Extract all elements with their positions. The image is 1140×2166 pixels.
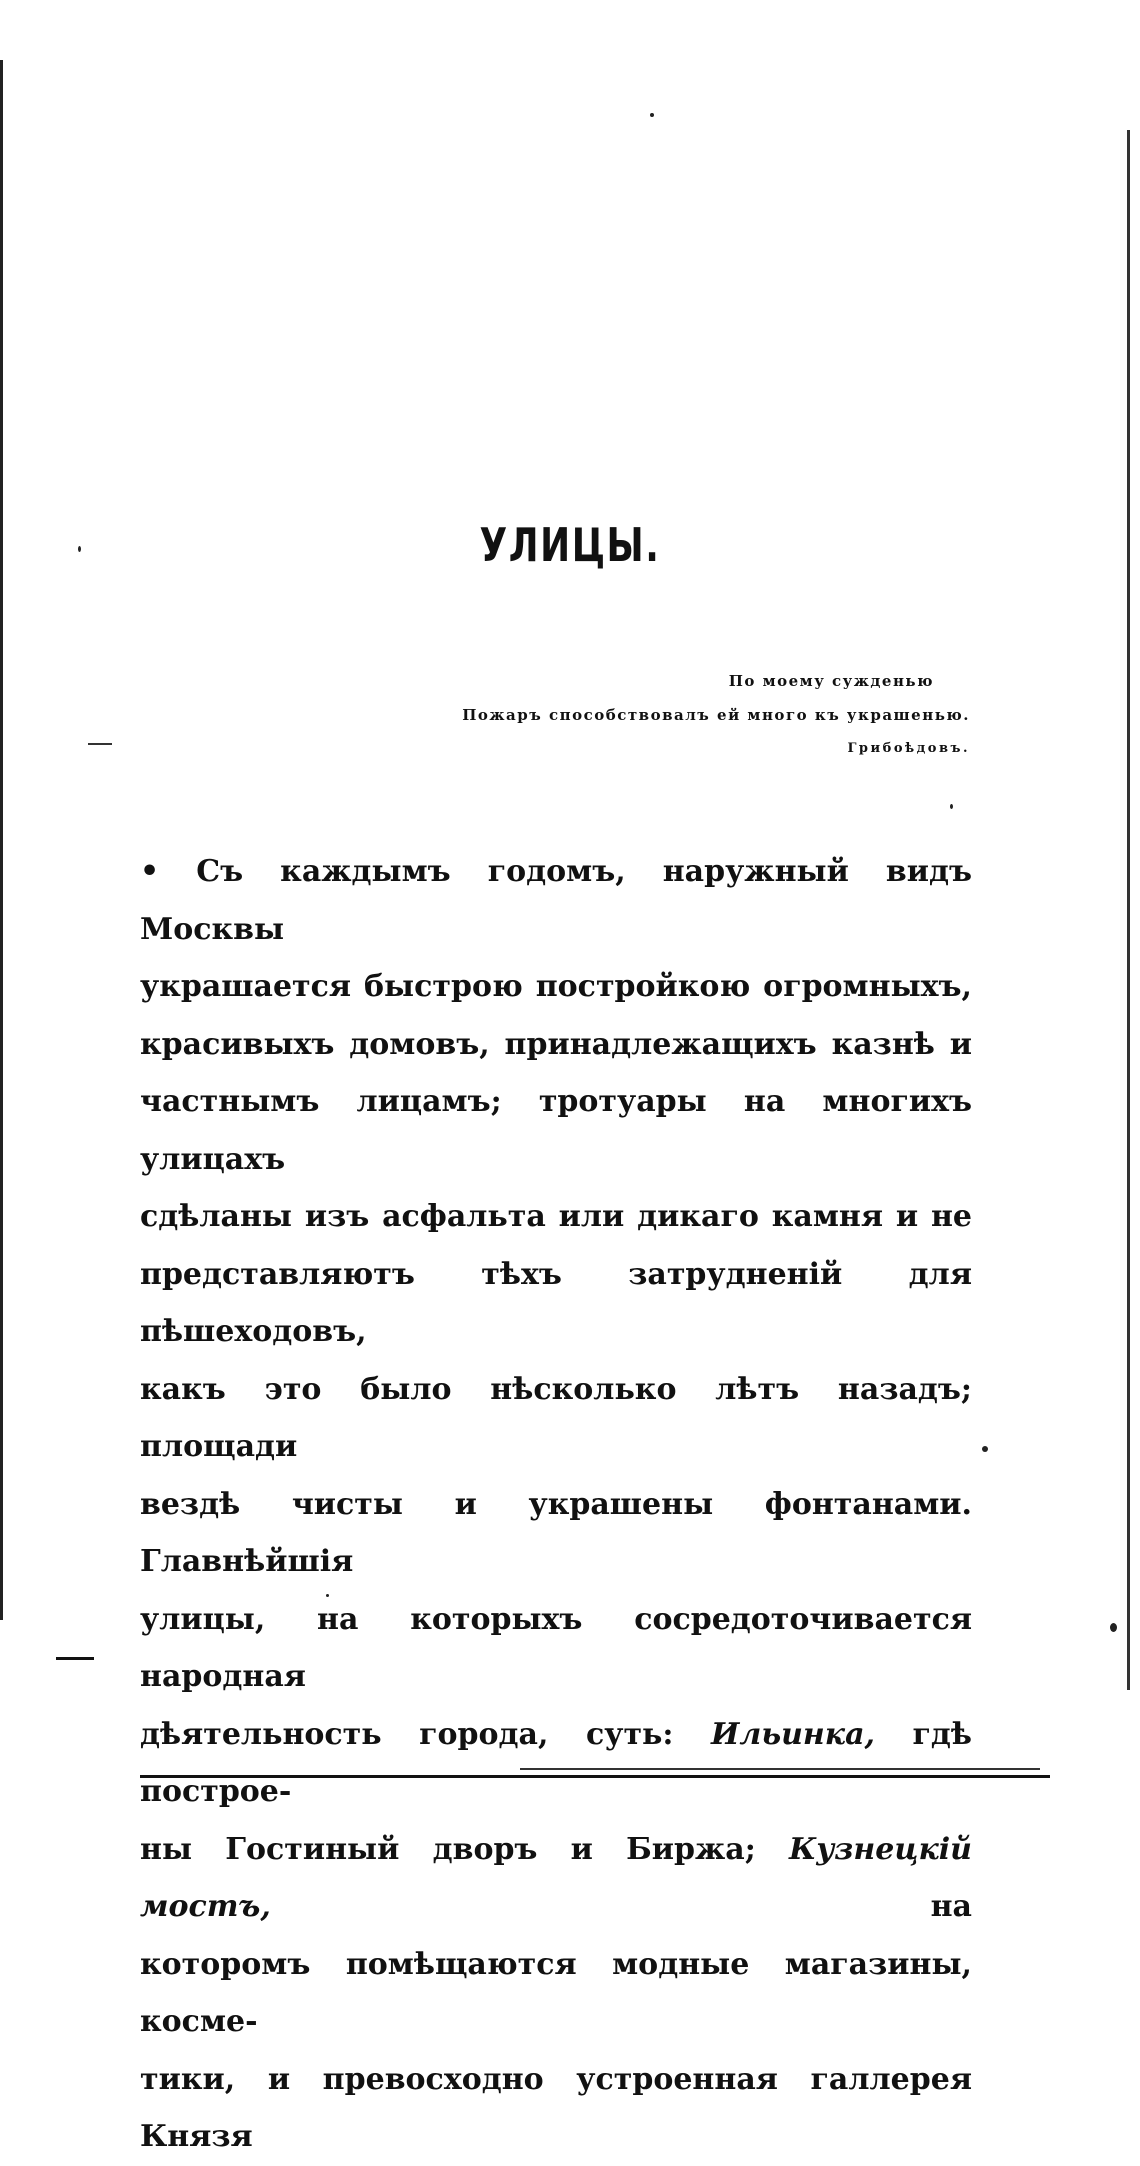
scan-edge-left bbox=[0, 60, 3, 1620]
text-line: которомъ помѣщаются модные магазины, косме- bbox=[140, 1946, 972, 2039]
text-line: вездѣ чисты и украшены фонтанами. Главнѣйшія bbox=[140, 1486, 972, 1579]
place-name: Ильинка, bbox=[711, 1716, 875, 1752]
scan-speck bbox=[982, 1446, 988, 1452]
scan-speck bbox=[650, 113, 654, 117]
text-line: дѣятельность города, суть: Ильинка, гдѣ построе- bbox=[140, 1716, 972, 1809]
text-line: частнымъ лицамъ; тротуары на многихъ улицахъ bbox=[140, 1084, 972, 1177]
scan-mark bbox=[56, 1657, 94, 1660]
text-line: • Съ каждымъ годомъ, наружный видъ Москвы bbox=[140, 854, 972, 947]
scan-mark bbox=[88, 743, 112, 745]
place-name: Кузнецкій мостъ, bbox=[140, 1831, 972, 1924]
text-line: улицы, на которыхъ сосредоточивается народная bbox=[140, 1601, 972, 1694]
epigraph-attribution: Грибоѣдовъ. bbox=[847, 741, 970, 756]
text-line: красивыхъ домовъ, принадлежащихъ казнѣ и bbox=[140, 1026, 972, 1062]
text-line: какъ это было нѣсколько лѣтъ назадъ; площади bbox=[140, 1371, 972, 1464]
chapter-title: УЛИЦЫ. bbox=[479, 518, 661, 572]
text-line: представляютъ тѣхъ затрудненій для пѣшеходовъ, bbox=[140, 1256, 972, 1349]
epigraph-line: Пожаръ способствовалъ ей много къ украшенью. bbox=[462, 706, 970, 724]
text-line: украшается быстрою постройкою огромныхъ, bbox=[140, 969, 972, 1004]
epigraph-line: По моему сужденью bbox=[728, 672, 934, 690]
scan-edge-right bbox=[1127, 130, 1130, 1690]
text-line: ны Гостиный дворъ и Биржа; Кузнецкій мостъ, на bbox=[140, 1831, 972, 1924]
text-line: сдѣланы изъ асфальта или дикаго камня и не bbox=[140, 1199, 972, 1234]
epigraph bbox=[462, 664, 970, 766]
scan-speck bbox=[950, 804, 953, 809]
body-paragraph bbox=[140, 843, 972, 2166]
text-line: тики, и превосходно устроенная галлерея Князя bbox=[140, 2061, 972, 2154]
scan-speck bbox=[78, 546, 81, 552]
scan-speck bbox=[1110, 1623, 1117, 1632]
